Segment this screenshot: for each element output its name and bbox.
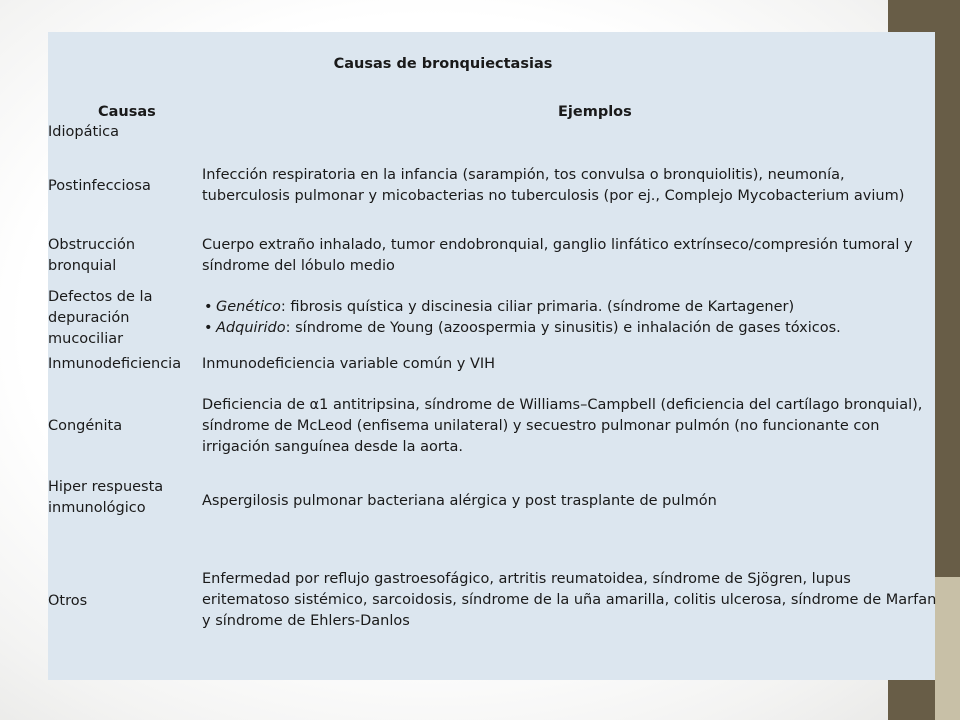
bullet-text: : síndrome de Young (azoospermia y sinusitis) e inhalación de gases tóxicos. <box>285 320 841 336</box>
cause-hiper-respuesta: Hiper respuesta inmunológico <box>48 479 164 516</box>
example-congenita: Deficiencia de α1 antitripsina, síndrome de Williams–Campbell (deficiencia del cartílago bronquial), síndrome de McLeod (enfisema unilateral) y secuestro pulmonar pulmón (no funcionante con irrigación sanguínea desde la aorta. <box>202 396 923 455</box>
example-otros: Enfermedad por reflujo gastroesofágico, artritis reumatoidea, síndrome de Sjögren, lupus eritematoso sistémico, sarcoidosis, síndrome de la uña amarilla, colitis ulcerosa, síndrome de Marfan y síndrome de Ehlers-Danlos <box>202 570 937 629</box>
example-hiper-respuesta: Aspergilosis pulmonar bacteriana alérgica y post trasplante de pulmón <box>202 492 717 509</box>
bullet-list <box>202 297 841 339</box>
example-postinfecciosa: Infección respiratoria en la infancia (sarampión, tos convulsa o bronquiolitis), neumonía, tuberculosis pulmonar y micobacterias no tuberculosis (por ej., Complejo Mycobacterium avium) <box>202 167 905 204</box>
header-causas: Causas <box>98 104 156 120</box>
cause-otros: Otros <box>48 592 88 609</box>
bullet-item <box>202 318 841 339</box>
cause-postinfecciosa: Postinfecciosa <box>48 177 151 194</box>
example-defectos <box>202 288 937 348</box>
cause-congenita: Congénita <box>48 417 123 434</box>
cause-idiopatica: Idiopática <box>48 123 120 140</box>
bullet-label: Genético <box>216 299 281 315</box>
table-panel <box>48 32 935 680</box>
cause-inmunodeficiencia: Inmunodeficiencia <box>48 355 182 372</box>
cause-obstruccion: Obstrucción bronquial <box>48 237 136 274</box>
bullet-item <box>202 297 841 318</box>
header-ejemplos: Ejemplos <box>558 104 632 120</box>
cause-defectos: Defectos de la depuración mucociliar <box>48 288 153 347</box>
bullet-text: : fibrosis quística y discinesia ciliar primaria. (síndrome de Kartagener) <box>280 299 795 315</box>
example-obstruccion: Cuerpo extraño inhalado, tumor endobronquial, ganglio linfático extrínseco/compresión tumoral y síndrome del lóbulo medio <box>202 237 913 274</box>
side-stripe-light <box>935 577 960 720</box>
bullet-label: Adquirido <box>216 320 286 336</box>
table-title: Causas de bronquiectasias <box>333 56 553 72</box>
example-inmunodeficiencia: Inmunodeficiencia variable común y VIH <box>202 355 496 372</box>
